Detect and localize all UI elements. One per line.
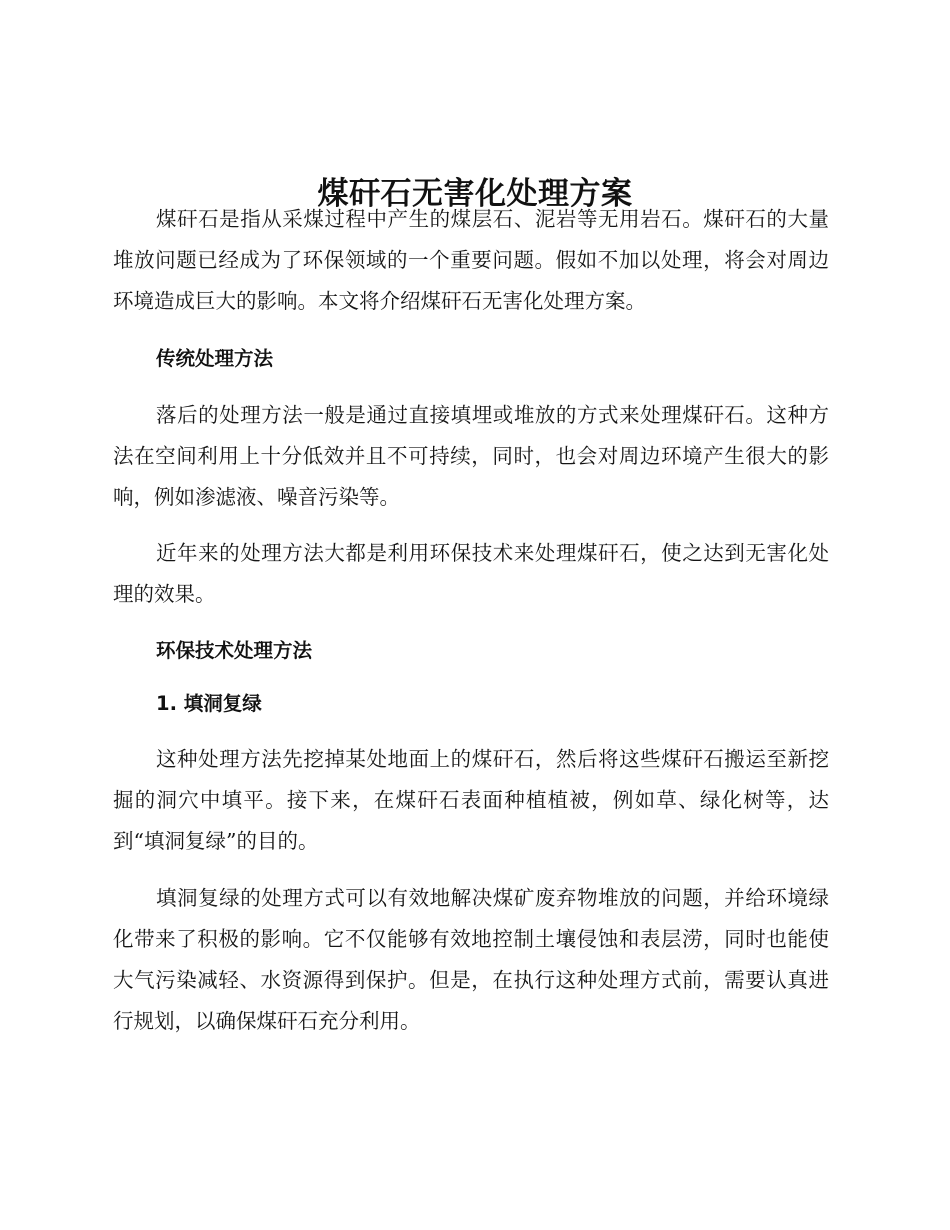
section-heading-eco: 环保技术处理方法 [156, 639, 313, 662]
section-heading-traditional: 传统处理方法 [156, 347, 274, 370]
eco-paragraph-1: 这种处理方法先挖掉某处地面上的煤矸石，然后将这些煤矸石搬运至新挖掘的洞穴中填平。接下来，在煤矸石表面种植植被，例如草、绿化树等，达到“填洞复绿”的目的。 [113, 747, 829, 853]
subheading-fill-and-green: 1. 填洞复绿 [156, 692, 262, 715]
traditional-paragraph-2: 近年来的处理方法大都是利用环保技术来处理煤矸石，使之达到无害化处理的效果。 [113, 541, 829, 606]
traditional-paragraph-1: 落后的处理方法一般是通过直接填埋或堆放的方式来处理煤矸石。这种方法在空间利用上十分低效并且不可持续，同时，也会对周边环境产生很大的影响，例如渗滤液、噪音污染等。 [113, 403, 829, 509]
eco-paragraph-2: 填洞复绿的处理方式可以有效地解决煤矿废弃物堆放的问题，并给环境绿化带来了积极的影响。它不仅能够有效地控制土壤侵蚀和表层涝，同时也能使大气污染减轻、水资源得到保护。但是，在执行这种处理方式前，需要认真进行规划，以确保煤矸石充分利用。 [113, 886, 829, 1033]
document-title: 煤矸石无害化处理方案 [317, 175, 633, 212]
intro-paragraph: 煤矸石是指从采煤过程中产生的煤层石、泥岩等无用岩石。煤矸石的大量堆放问题已经成为了环保领域的一个重要问题。假如不加以处理，将会对周边环境造成巨大的影响。本文将介绍煤矸石无害化处理方案。 [113, 207, 829, 313]
